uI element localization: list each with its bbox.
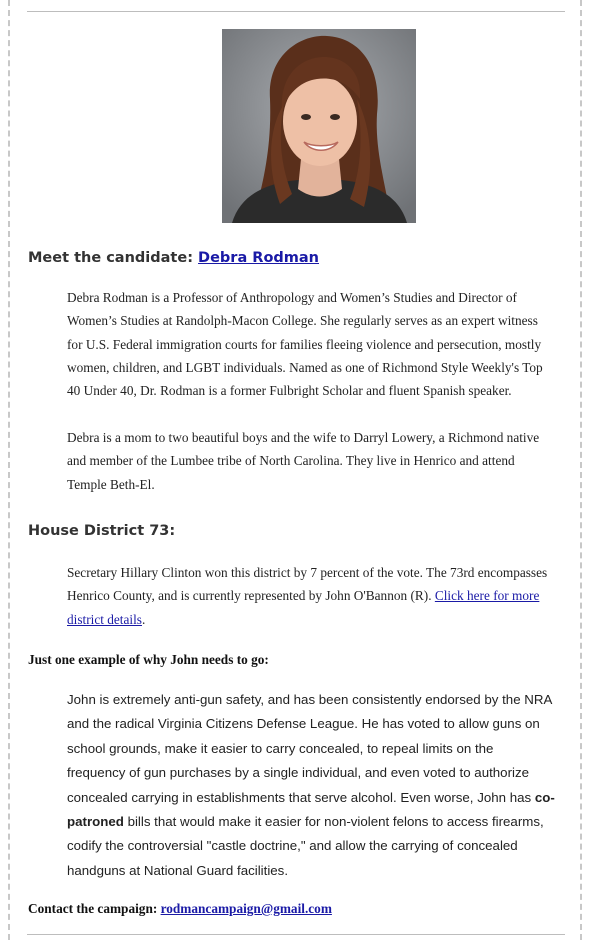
bio-paragraph-1 (67, 286, 565, 402)
bio1-line: for U.S. Federal immigration courts for families fleeing violence and persecution, mostly (67, 336, 542, 352)
example-line: frequency of gun purchases by a single individual, and even voted to authorize (67, 765, 530, 781)
bio1-line: women, children, and LGBT individuals. Named as one of Richmond Style Weekly's Top (67, 359, 543, 375)
bio1-line: Women’s Studies at Randolph-Macon College. She regularly serves as an expert witness (67, 313, 538, 329)
district-paragraph (67, 561, 565, 631)
district-heading: House District 73: (28, 523, 176, 539)
example-heading: Just one example of why John needs to go: (28, 652, 269, 667)
co-patroned-bold-start: co- (534, 789, 555, 805)
district-line: Secretary Hillary Clinton won this district by 7 percent of the vote. The 73rd encompasses (67, 565, 548, 580)
candidate-photo (222, 29, 416, 223)
example-paragraph (67, 688, 565, 883)
co-patroned-bold-end: patroned (67, 814, 124, 830)
district-period: . (141, 611, 146, 627)
example-line-text: concealed carrying in establishments that serve alcohol. Even worse, John has (67, 789, 535, 805)
top-divider (27, 11, 565, 12)
district-line-text: Henrico County, and is currently represented by John O'Bannon (R). (67, 588, 435, 604)
bottom-divider (27, 934, 565, 935)
bio2-line: and member of the Lumbee tribe of North Carolina. They live in Henrico and attend (67, 453, 515, 469)
bio1-line: 40 Under 40, Dr. Rodman is a former Fulbright Scholar and fluent Spanish speaker. (67, 383, 512, 399)
example-line: and the radical Virginia Citizens Defense League. He has voted to allow guns on (67, 716, 540, 732)
bio2-line: Temple Beth-El. (67, 476, 155, 492)
example-line: school grounds, make it easier to carry concealed, to repeal limits on the (67, 740, 494, 756)
district-details-link[interactable]: Click here for more (434, 588, 540, 604)
bio2-line: Debra is a mom to two beautiful boys and the wife to Darryl Lowery, a Richmond native (67, 430, 540, 445)
candidate-photo-illustration (222, 29, 416, 223)
example-line: handguns at National Guard facilities. (67, 862, 289, 878)
bio-paragraph-2 (67, 426, 565, 496)
example-line (67, 810, 565, 834)
example-line: John is extremely anti-gun safety, and has been consistently endorsed by the NRA (67, 692, 553, 707)
district-details-link-cont[interactable]: district details (67, 611, 142, 627)
example-line: codify the controversial "castle doctrine," and allow the carrying of concealed (67, 838, 518, 854)
candidate-name-link[interactable]: Debra Rodman (198, 250, 320, 266)
bio1-line: Debra Rodman is a Professor of Anthropology and Women’s Studies and Director of (67, 290, 517, 305)
campaign-email-link[interactable]: rodmancampaign@gmail.com (160, 901, 332, 916)
district-line (67, 608, 565, 631)
meet-candidate-heading (28, 250, 319, 266)
district-line (67, 584, 565, 607)
contact-line (28, 901, 332, 917)
contact-label: Contact the campaign: (28, 901, 161, 916)
example-line-text: bills that would make it easier for non-violent felons to access firearms, (123, 814, 544, 830)
meet-label: Meet the candidate: (28, 250, 199, 266)
example-line (67, 786, 565, 810)
